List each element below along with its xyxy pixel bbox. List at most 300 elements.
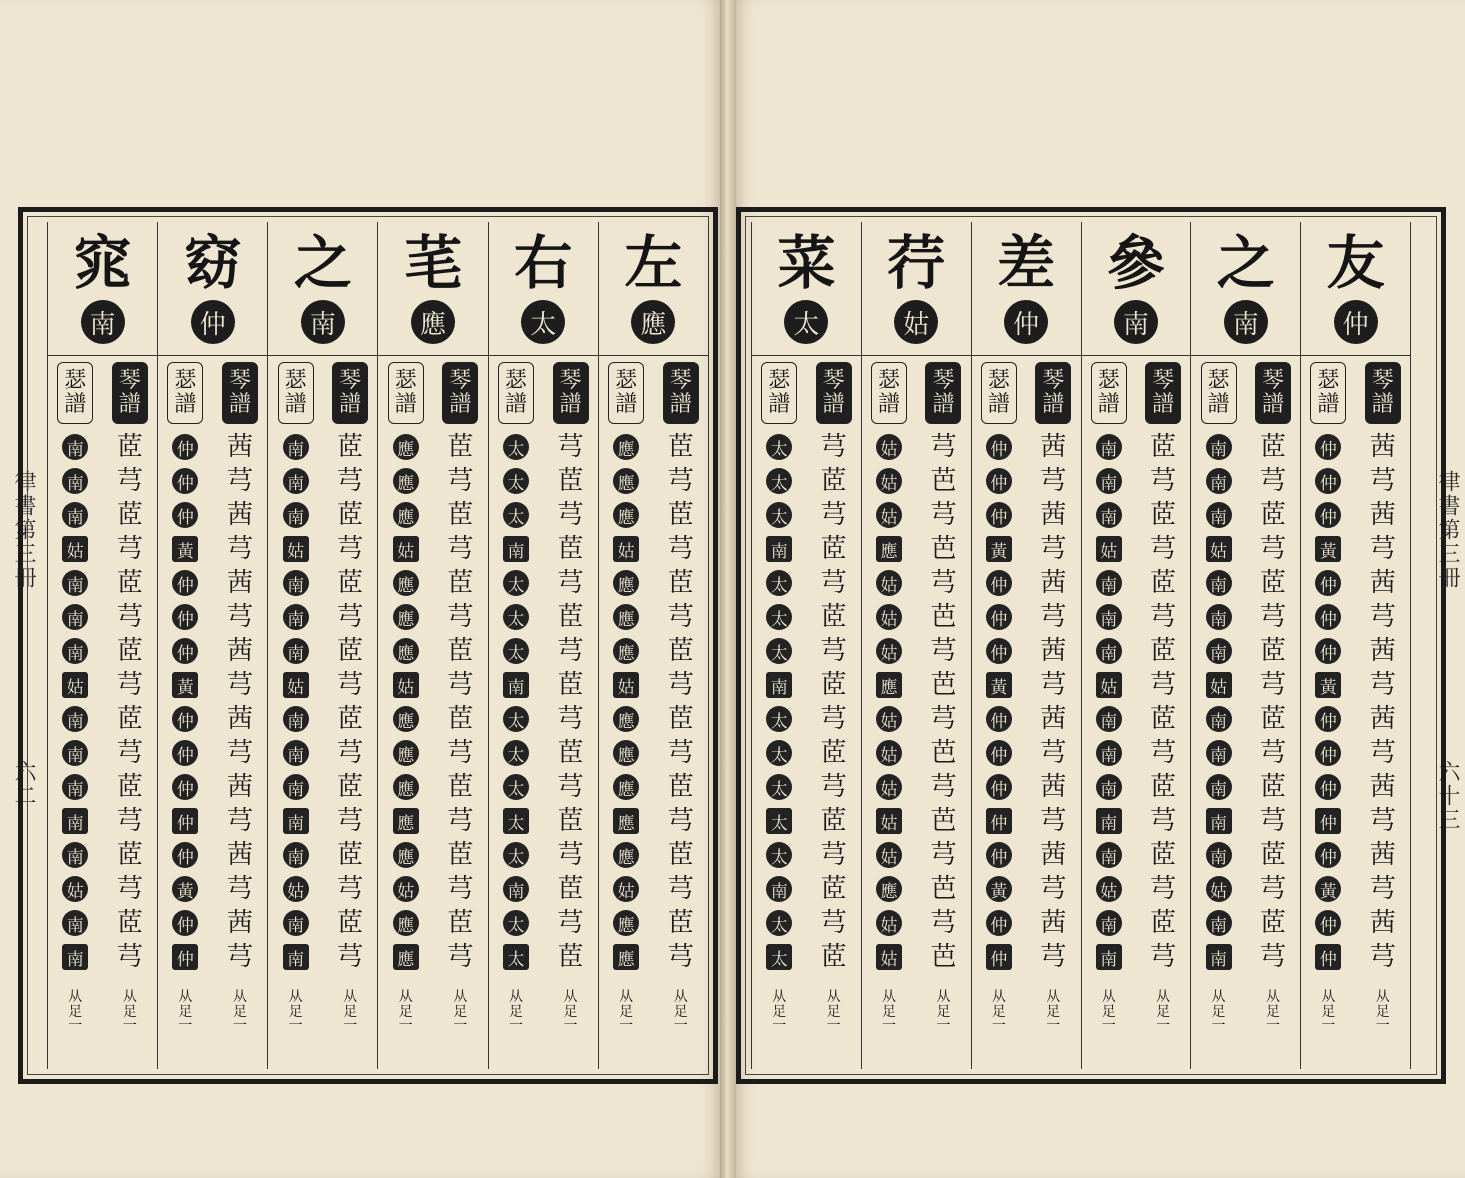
se-note: 姑 — [1096, 536, 1122, 562]
mode-badge: 姑 — [894, 300, 938, 344]
qin-foot — [936, 990, 950, 1034]
label-char: 从 — [826, 989, 841, 1005]
se-label — [981, 362, 1017, 424]
se-note: 應 — [613, 774, 639, 800]
se-note: 南 — [283, 740, 309, 766]
qin-notes — [1260, 432, 1286, 972]
se-note: 仲 — [172, 808, 198, 834]
qin-note: 芎 — [930, 772, 957, 802]
se-note: 姑 — [876, 944, 902, 970]
qin-note: 茜 — [227, 908, 254, 938]
qin-note: 芎 — [447, 466, 474, 496]
column-header — [1082, 222, 1191, 356]
lyric-column — [1081, 222, 1191, 1069]
se-note: 太 — [766, 468, 792, 494]
se-label — [1201, 362, 1237, 424]
se-note: 仲 — [986, 570, 1012, 596]
se-note: 姑 — [393, 876, 419, 902]
label-char: 一 — [288, 1018, 303, 1035]
se-note: 太 — [766, 570, 792, 596]
se-note: 應 — [393, 740, 419, 766]
se-note: 南 — [1096, 570, 1122, 596]
qin-note: 芎 — [1150, 806, 1177, 836]
se-note: 南 — [1206, 638, 1232, 664]
se-note: 南 — [62, 706, 88, 732]
lyric-character: 右 — [514, 229, 573, 297]
se-note: 南 — [62, 740, 88, 766]
label-char: 譜 — [932, 392, 955, 417]
qin-note: 茝 — [116, 704, 143, 734]
se-note: 南 — [1096, 944, 1122, 970]
mode-badge: 應 — [411, 300, 455, 344]
se-foot — [1212, 990, 1226, 1034]
se-note: 仲 — [172, 910, 198, 936]
label-char: 足 — [68, 1003, 83, 1020]
se-notes — [1315, 432, 1341, 972]
se-note: 姑 — [1096, 672, 1122, 698]
qin-score — [543, 356, 598, 1069]
se-notes — [613, 432, 639, 972]
label-char: 一 — [178, 1018, 193, 1035]
column-header — [972, 222, 1081, 356]
qin-note: 芎 — [447, 806, 474, 836]
se-note: 太 — [766, 842, 792, 868]
qin-note: 芎 — [1369, 806, 1396, 836]
label-char: 瑟 — [284, 367, 307, 393]
qin-note: 茞 — [447, 704, 474, 734]
label-char: 琴 — [822, 367, 845, 393]
label-char: 从 — [619, 989, 634, 1005]
qin-note: 芎 — [667, 602, 694, 632]
se-note: 黃 — [986, 536, 1012, 562]
label-char: 琴 — [1371, 367, 1394, 393]
qin-note: 芎 — [1150, 602, 1177, 632]
qin-note: 芭 — [930, 942, 957, 972]
qin-note: 芎 — [337, 738, 364, 768]
label-char: 从 — [1265, 989, 1280, 1005]
column-body — [752, 356, 861, 1069]
se-note: 南 — [62, 842, 88, 868]
qin-note: 芎 — [1150, 534, 1177, 564]
qin-note: 芎 — [337, 602, 364, 632]
label-chars — [453, 990, 467, 1034]
se-note: 南 — [283, 944, 309, 970]
qin-score — [1356, 356, 1410, 1069]
se-note: 南 — [1096, 740, 1122, 766]
qin-foot — [1046, 990, 1060, 1034]
label-char: 足 — [936, 1003, 951, 1020]
se-notes — [876, 432, 902, 972]
qin-note: 芎 — [1259, 534, 1286, 564]
qin-note: 芎 — [930, 704, 957, 734]
qin-note: 茞 — [557, 942, 584, 972]
se-note: 應 — [393, 434, 419, 460]
label-chars — [1266, 990, 1280, 1034]
se-note: 南 — [503, 536, 529, 562]
se-label — [167, 362, 203, 424]
label-char: 譜 — [615, 392, 638, 417]
label-char: 足 — [991, 1003, 1006, 1020]
label-char: 一 — [1211, 1018, 1226, 1035]
label-char: 琴 — [1152, 367, 1175, 393]
se-note: 仲 — [1315, 842, 1341, 868]
lyric-column — [488, 222, 598, 1069]
column-header — [378, 222, 487, 356]
label-char: 从 — [1375, 989, 1390, 1005]
label-char: 从 — [673, 989, 688, 1005]
se-note: 應 — [613, 468, 639, 494]
se-note: 南 — [283, 842, 309, 868]
se-note: 太 — [503, 774, 529, 800]
qin-notes — [117, 432, 143, 972]
left-edge-folio: 六二 — [11, 760, 36, 808]
label-chars — [285, 369, 307, 417]
se-note: 姑 — [1206, 672, 1232, 698]
se-score — [599, 356, 654, 1069]
lyric-character: 芼 — [404, 229, 463, 297]
qin-note: 茝 — [1150, 432, 1177, 462]
label-char: 瑟 — [1207, 367, 1230, 393]
qin-note: 茝 — [820, 670, 847, 700]
se-note: 應 — [393, 944, 419, 970]
label-chars — [178, 990, 192, 1034]
qin-note: 茝 — [1259, 772, 1286, 802]
lyric-character: 左 — [624, 229, 683, 297]
se-note: 姑 — [613, 536, 639, 562]
label-char: 琴 — [1042, 367, 1065, 393]
qin-note: 茝 — [1259, 908, 1286, 938]
qin-note: 芎 — [227, 874, 254, 904]
label-char: 瑟 — [878, 367, 901, 393]
label-char: 从 — [1321, 989, 1336, 1005]
label-chars — [505, 369, 527, 417]
qin-note: 芎 — [116, 806, 143, 836]
se-note: 姑 — [1206, 536, 1232, 562]
se-note: 太 — [766, 706, 792, 732]
qin-notes — [558, 432, 584, 972]
label-char: 譜 — [1097, 392, 1120, 417]
label-char: 足 — [398, 1003, 413, 1020]
qin-note: 茝 — [1259, 840, 1286, 870]
se-notes — [172, 432, 198, 972]
se-note: 太 — [503, 706, 529, 732]
se-note: 仲 — [986, 434, 1012, 460]
qin-note: 茝 — [820, 806, 847, 836]
qin-label — [1255, 362, 1291, 424]
qin-note: 芎 — [930, 636, 957, 666]
label-chars — [564, 990, 578, 1034]
qin-note: 芎 — [667, 534, 694, 564]
qin-foot — [1266, 990, 1280, 1034]
label-char: 譜 — [1207, 392, 1230, 417]
se-note: 仲 — [986, 808, 1012, 834]
se-note: 仲 — [172, 604, 198, 630]
se-note: 南 — [766, 672, 792, 698]
lyric-column — [751, 222, 861, 1069]
se-note: 仲 — [172, 570, 198, 596]
label-char: 譜 — [394, 392, 417, 417]
mode-badge: 應 — [631, 300, 675, 344]
label-char: 琴 — [932, 367, 955, 393]
label-char: 足 — [1101, 1003, 1116, 1020]
label-char: 足 — [1211, 1003, 1226, 1020]
qin-label — [553, 362, 589, 424]
se-note: 應 — [393, 502, 419, 528]
qin-score — [806, 356, 860, 1069]
mode-badge: 南 — [1224, 300, 1268, 344]
label-chars — [1212, 990, 1226, 1034]
qin-note: 芎 — [227, 738, 254, 768]
label-char: 足 — [619, 1003, 634, 1020]
qin-note: 茝 — [820, 602, 847, 632]
se-note: 應 — [393, 842, 419, 868]
se-notes — [986, 432, 1012, 972]
se-note: 應 — [613, 944, 639, 970]
qin-note: 茜 — [1040, 636, 1067, 666]
qin-label — [816, 362, 852, 424]
label-char: 足 — [826, 1003, 841, 1020]
se-score — [752, 356, 806, 1069]
se-score — [378, 356, 433, 1069]
label-char: 从 — [233, 989, 248, 1005]
se-foot — [1102, 990, 1116, 1034]
qin-note: 茝 — [1259, 432, 1286, 462]
qin-note: 芎 — [1259, 942, 1286, 972]
label-chars — [1372, 369, 1394, 417]
qin-score — [653, 356, 708, 1069]
se-note: 南 — [1206, 774, 1232, 800]
label-char: 足 — [508, 1003, 523, 1020]
mode-badge: 仲 — [191, 300, 235, 344]
se-foot — [68, 990, 82, 1034]
qin-note: 茜 — [227, 840, 254, 870]
se-note: 南 — [1096, 910, 1122, 936]
qin-note: 茝 — [337, 432, 364, 462]
se-notes — [393, 432, 419, 972]
qin-note: 茞 — [667, 636, 694, 666]
label-chars — [1152, 369, 1174, 417]
mode-badge: 仲 — [1334, 300, 1378, 344]
se-note: 姑 — [876, 604, 902, 630]
column-header — [268, 222, 377, 356]
lyric-character: 差 — [997, 229, 1056, 297]
qin-note: 芎 — [116, 466, 143, 496]
se-note: 應 — [876, 672, 902, 698]
label-char: 譜 — [768, 392, 791, 417]
qin-note: 芎 — [1040, 602, 1067, 632]
qin-foot — [827, 990, 841, 1034]
qin-note: 茞 — [447, 840, 474, 870]
se-note: 南 — [283, 502, 309, 528]
se-note: 太 — [503, 808, 529, 834]
qin-score — [433, 356, 488, 1069]
qin-note: 茜 — [1369, 840, 1396, 870]
label-chars — [674, 990, 688, 1034]
column-body — [1191, 356, 1300, 1069]
qin-note: 茝 — [820, 534, 847, 564]
qin-note: 茝 — [820, 942, 847, 972]
qin-foot — [123, 990, 137, 1034]
qin-note: 茝 — [1150, 908, 1177, 938]
se-note: 應 — [393, 774, 419, 800]
se-note: 仲 — [172, 638, 198, 664]
qin-note: 芎 — [1369, 738, 1396, 768]
lyric-column — [267, 222, 377, 1069]
label-char: 足 — [1156, 1003, 1171, 1020]
se-note: 仲 — [986, 604, 1012, 630]
se-note: 姑 — [876, 774, 902, 800]
se-note: 太 — [503, 502, 529, 528]
se-note: 姑 — [876, 468, 902, 494]
qin-note: 芎 — [667, 806, 694, 836]
mode-badge: 仲 — [1004, 300, 1048, 344]
se-note: 太 — [503, 740, 529, 766]
se-note: 應 — [393, 604, 419, 630]
column-body — [489, 356, 598, 1069]
qin-note: 茞 — [447, 500, 474, 530]
qin-foot — [564, 990, 578, 1034]
qin-note: 芎 — [227, 602, 254, 632]
lyric-character: 窈 — [183, 229, 242, 297]
qin-note: 茜 — [1369, 636, 1396, 666]
se-note: 南 — [1206, 808, 1232, 834]
qin-note: 芎 — [557, 568, 584, 598]
qin-note: 茜 — [1369, 568, 1396, 598]
qin-note: 芎 — [1259, 806, 1286, 836]
qin-note: 芎 — [820, 908, 847, 938]
se-note: 南 — [62, 808, 88, 834]
se-note: 仲 — [1315, 638, 1341, 664]
qin-note: 芎 — [930, 840, 957, 870]
label-char: 从 — [288, 989, 303, 1005]
column-body — [1082, 356, 1191, 1069]
label-char: 从 — [882, 989, 897, 1005]
label-chars — [1262, 369, 1284, 417]
qin-note: 茜 — [1040, 840, 1067, 870]
qin-note: 芎 — [557, 840, 584, 870]
se-foot — [509, 990, 523, 1034]
lyric-character: 荇 — [887, 229, 946, 297]
se-note: 應 — [613, 740, 639, 766]
label-char: 从 — [343, 989, 358, 1005]
qin-note: 芎 — [1040, 670, 1067, 700]
qin-note: 茜 — [1040, 432, 1067, 462]
qin-note: 茝 — [116, 432, 143, 462]
qin-note: 茝 — [1259, 500, 1286, 530]
qin-note: 芎 — [1150, 670, 1177, 700]
se-note: 仲 — [172, 502, 198, 528]
se-note: 仲 — [1315, 468, 1341, 494]
column-body — [378, 356, 487, 1069]
qin-note: 茞 — [667, 772, 694, 802]
se-label — [498, 362, 534, 424]
label-chars — [619, 990, 633, 1034]
se-note: 應 — [613, 842, 639, 868]
se-note: 應 — [613, 570, 639, 596]
qin-note: 茞 — [557, 466, 584, 496]
label-chars — [64, 369, 86, 417]
mode-badge: 南 — [301, 300, 345, 344]
qin-note: 芎 — [116, 670, 143, 700]
qin-note: 芎 — [227, 942, 254, 972]
qin-notes — [821, 432, 847, 972]
qin-note: 芎 — [1369, 534, 1396, 564]
se-note: 仲 — [986, 740, 1012, 766]
lyric-character: 之 — [1216, 229, 1275, 297]
se-note: 仲 — [172, 740, 198, 766]
se-note: 南 — [1206, 570, 1232, 596]
se-note: 黃 — [986, 672, 1012, 698]
label-char: 譜 — [987, 392, 1010, 417]
qin-note: 芎 — [667, 738, 694, 768]
label-chars — [343, 990, 357, 1034]
label-char: 琴 — [449, 367, 472, 393]
label-chars — [399, 990, 413, 1034]
qin-note: 茝 — [337, 636, 364, 666]
se-note: 仲 — [986, 468, 1012, 494]
label-char: 譜 — [1261, 392, 1284, 417]
label-char: 足 — [673, 1003, 688, 1020]
se-note: 應 — [613, 706, 639, 732]
se-label — [608, 362, 644, 424]
mode-badge: 南 — [81, 300, 125, 344]
label-char: 从 — [1211, 989, 1226, 1005]
se-note: 太 — [503, 842, 529, 868]
se-note: 仲 — [1315, 570, 1341, 596]
qin-note: 茜 — [1369, 772, 1396, 802]
label-char: 瑟 — [504, 367, 527, 393]
se-label — [761, 362, 797, 424]
se-note: 應 — [613, 638, 639, 664]
qin-note: 芎 — [337, 806, 364, 836]
label-chars — [823, 369, 845, 417]
qin-label — [442, 362, 478, 424]
qin-note: 芎 — [337, 942, 364, 972]
qin-note: 芎 — [337, 534, 364, 564]
se-note: 太 — [503, 944, 529, 970]
se-note: 太 — [766, 774, 792, 800]
label-chars — [233, 990, 247, 1034]
qin-note: 芎 — [116, 602, 143, 632]
se-note: 黃 — [1315, 536, 1341, 562]
se-foot — [882, 990, 896, 1034]
column-body — [972, 356, 1081, 1069]
qin-note: 芭 — [930, 466, 957, 496]
se-note: 南 — [283, 604, 309, 630]
se-note: 南 — [283, 570, 309, 596]
se-note: 姑 — [876, 638, 902, 664]
label-chars — [1317, 369, 1339, 417]
qin-note: 芎 — [820, 636, 847, 666]
qin-note: 茝 — [820, 466, 847, 496]
label-char: 譜 — [669, 392, 692, 417]
lyric-column — [598, 222, 709, 1069]
se-note: 仲 — [986, 842, 1012, 868]
label-char: 一 — [563, 1018, 578, 1035]
se-label — [388, 362, 424, 424]
label-char: 譜 — [229, 392, 252, 417]
se-note: 仲 — [986, 502, 1012, 528]
column-body — [599, 356, 708, 1069]
se-note: 南 — [1206, 944, 1232, 970]
qin-label — [663, 362, 699, 424]
qin-note: 茜 — [227, 500, 254, 530]
qin-note: 芎 — [1040, 466, 1067, 496]
qin-note: 芭 — [930, 806, 957, 836]
se-note: 太 — [766, 808, 792, 834]
label-char: 足 — [453, 1003, 468, 1020]
se-note: 南 — [62, 570, 88, 596]
